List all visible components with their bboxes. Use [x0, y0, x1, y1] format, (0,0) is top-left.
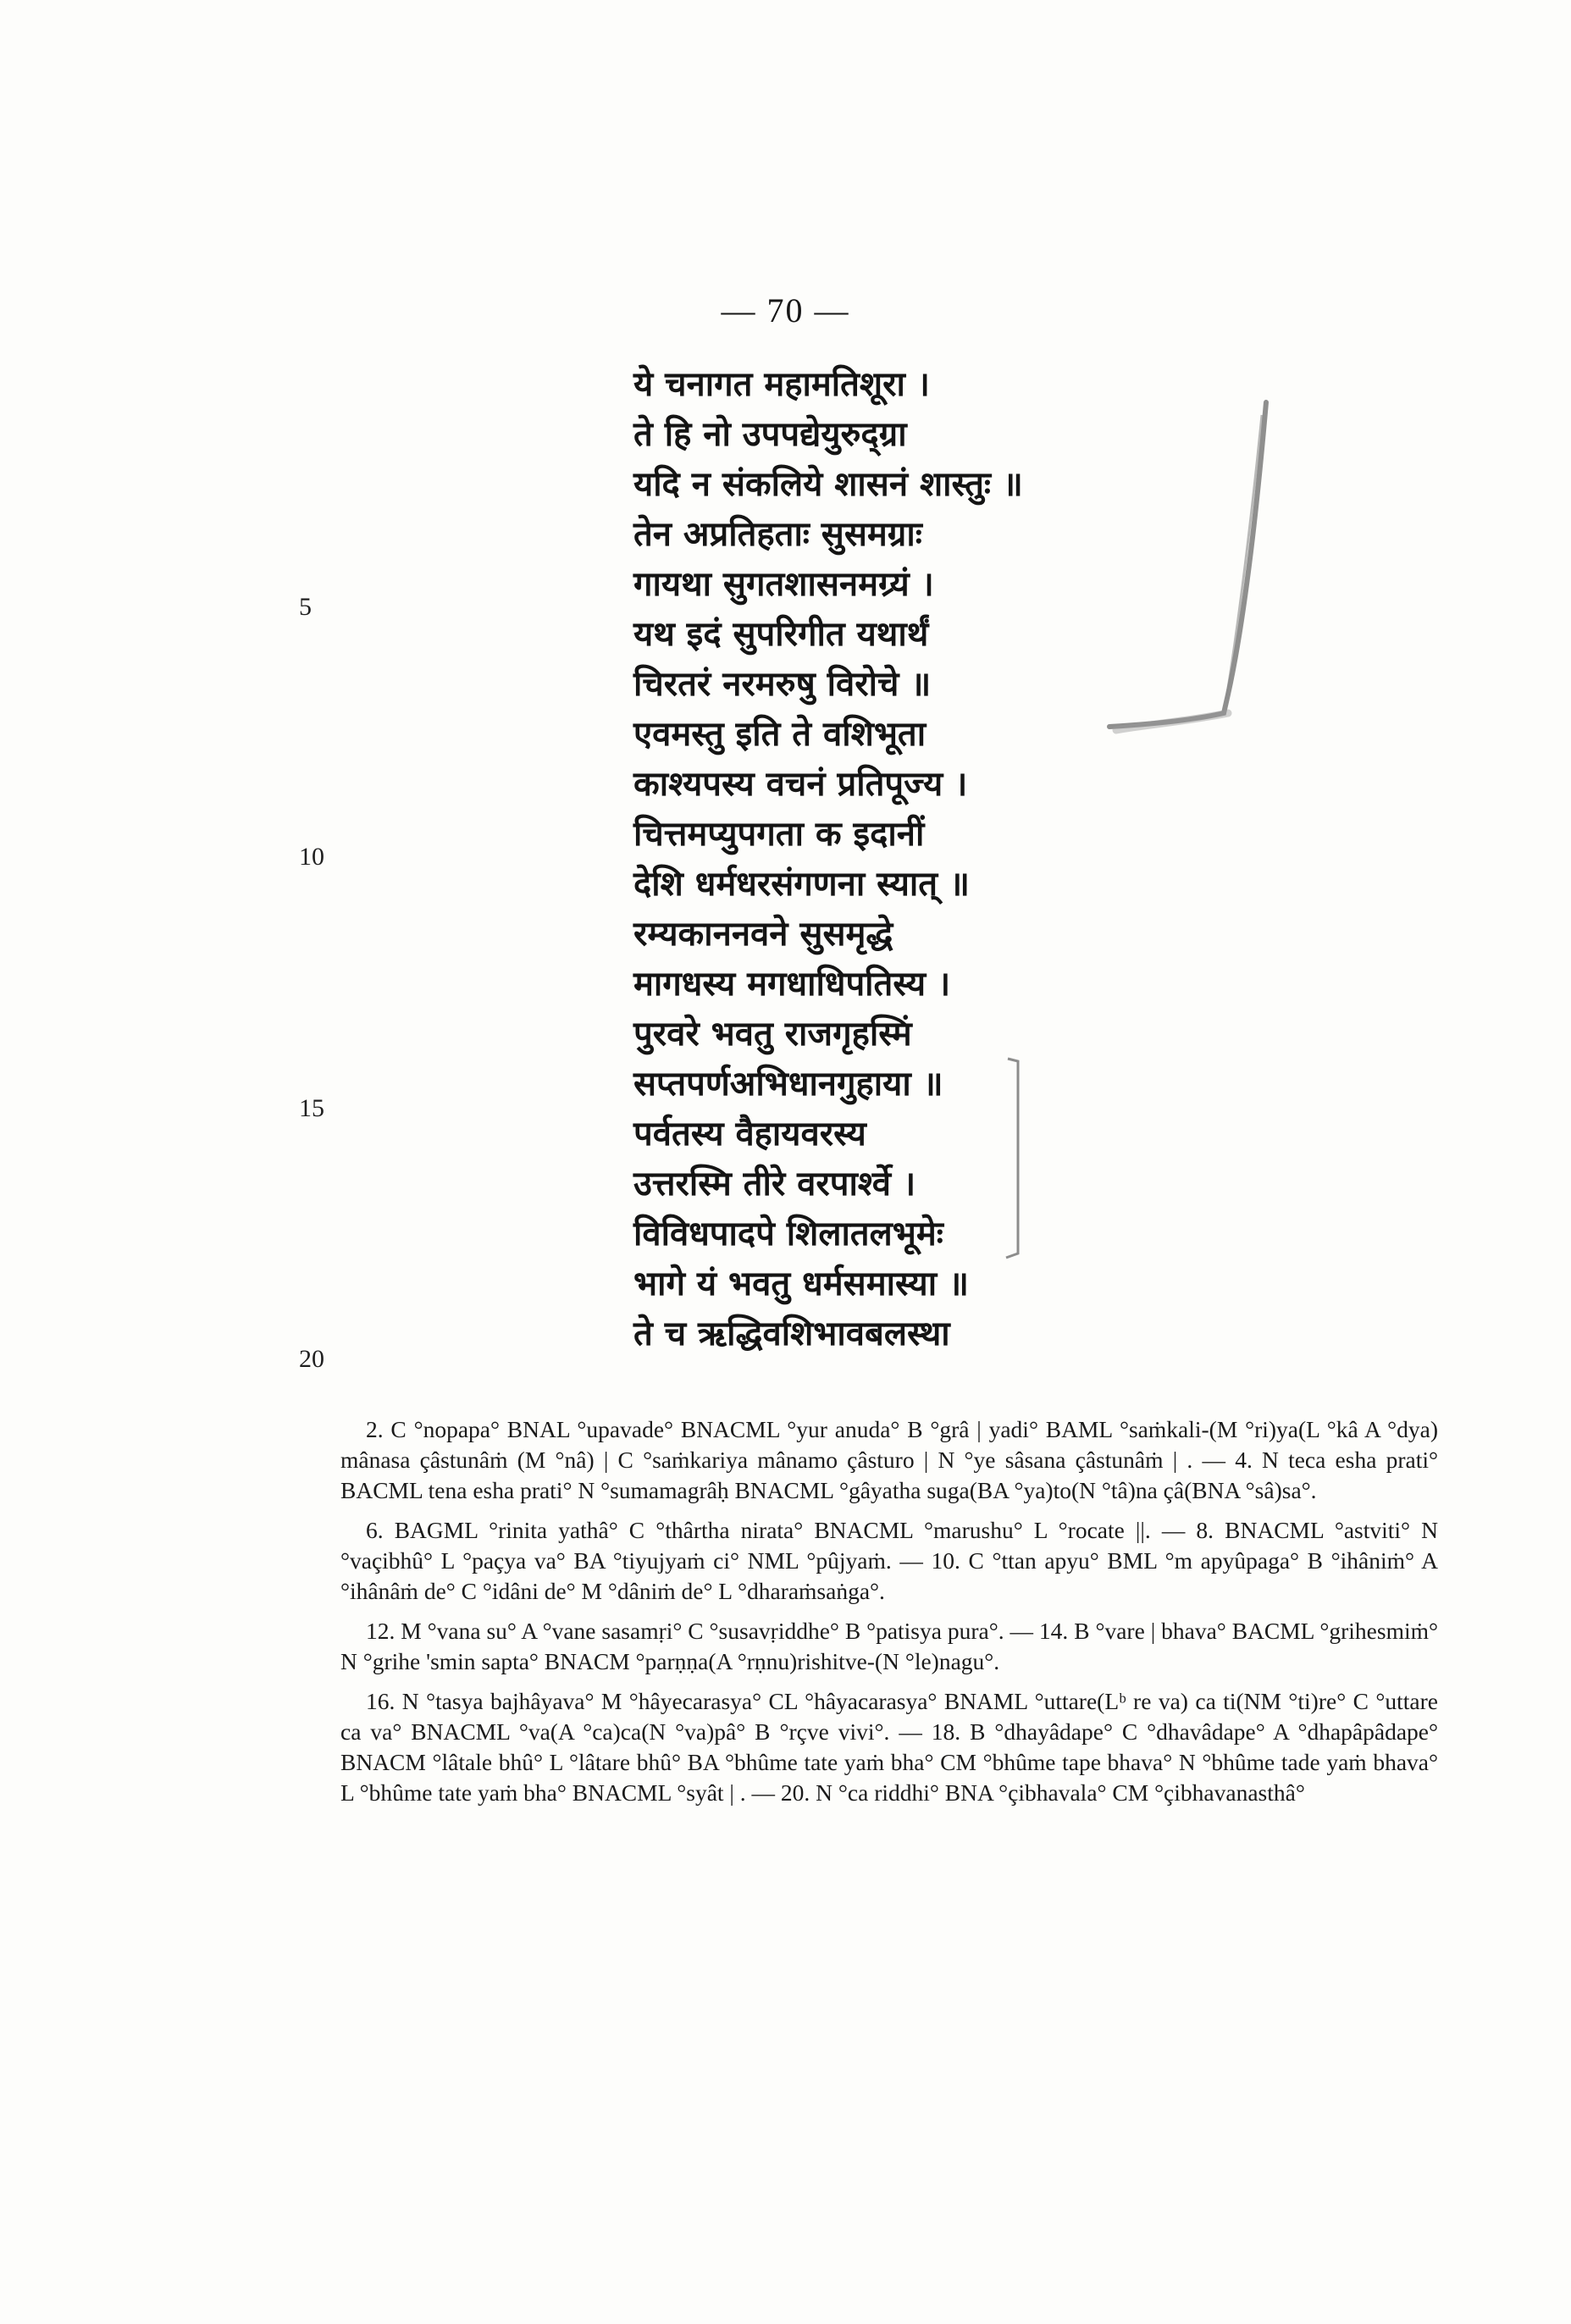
verse-line: ते च ऋद्धिवशिभावबलस्था [633, 1314, 950, 1353]
verse-line: चिरतरं नरमरुषु विरोचे ॥ [633, 665, 932, 704]
apparatus-note: 2. C °nopapa° BNAL °upavade° BNACML °yur anuda° B °grâ | yadi° BAML °saṁkali-(M °ri)ya(L °kâ A °dya) mânasa çâstunâṁ (M °nâ) | C °saṁkariya mânamo çâsturo | N °ye sâsana çâstunâṁ | . — 4. N teca esha prati° BACML tena esha prati° N °sumamagrâḥ BNACML °gâyatha suga(BA °ya)to(N °tâ)na çâ(BNA °sâ)sa°. [340, 1416, 1438, 1503]
sanskrit-verse-block [633, 360, 1108, 1359]
pencil-bracket-mark [999, 1054, 1033, 1262]
verse-line: गायथा सुगतशासनमग्र्यं । [633, 565, 934, 604]
verse-line: उत्तरस्मि तीरे वरपार्श्वे । [633, 1165, 916, 1204]
apparatus-note: 16. N °tasya bajhâyava° M °hâyecarasya° CL °hâyacarasya° BNAML °uttare(Lᵇ re va) ca ti(NM °ti)re° C °uttare ca va° BNACML °va(A °ca)ca(N °va)pâ° B °rçve vivi°. — 18. B °dhayâdape° C °dhavâdape° A °dhapâpâdape° BNACM °lâtale bhû° L °lâtare bhû° BA °bhûme tate yaṁ bha° CM °bhûme tape bhava° N °bhûme tade yaṁ bhava° L °bhûme tate yaṁ bha° BNACML °syât | . — 20. N °ca riddhi° BNA °çibhavala° CM °çibhavanasthâ° [340, 1688, 1438, 1806]
apparatus-note: 12. M °vana su° A °vane sasamṛi° C °susavṛiddhe° B °patisya pura°. — 14. B °vare | bhava° BACML °grihesmiṁ° N °grihe 'smin sapta° BNACM °parṇṇa(A °rṇnu)rishitve-(N °le)nagu°. [340, 1618, 1438, 1674]
verse-line: यदि न संकलिये शासनं शास्तुः ॥ [633, 465, 1023, 504]
apparatus-note: 6. BAGML °rinita yathâ° C °thârtha nirata° BNACML °marushu° L °rocate ||. — 8. BNACML °astviti° N °vaçibhû° L °paçya va° BA °tiyujyaṁ ci° NML °pûjyaṁ. — 10. C °ttan apyu° BML °m apyûpaga° B °ihâniṁ° A °ihânâṁ de° C °idâni de° M °dâniṁ de° L °dharaṁsaṅga°. [340, 1517, 1438, 1604]
verse-line: ते हि नो उपपद्येयुरुद्ग्रा [633, 415, 907, 454]
verse-line: पर्वतस्य वैहायवरस्य [633, 1115, 866, 1154]
line-number: 15 [299, 1094, 324, 1122]
verse-line: सप्तपर्णअभिधानगुहाया ॥ [633, 1065, 943, 1104]
critical-apparatus [340, 1414, 1438, 1818]
pencil-annotation-mark [1101, 398, 1287, 754]
verse-line: यथ इदं सुपरिगीत यथार्थं [633, 615, 929, 654]
verse-line: भागे यं भवतु धर्मसमास्या ॥ [633, 1264, 969, 1303]
line-number: 5 [299, 593, 312, 621]
verse-line: काश्यपस्य वचनं प्रतिपूज्य । [633, 765, 968, 804]
line-number: 20 [299, 1345, 324, 1373]
verse-line: ये चनागत महामतिशूरा । [633, 365, 930, 404]
verse-line: एवमस्तु इति ते वशिभूता [633, 715, 927, 754]
page-number: — 70 — [721, 291, 850, 329]
verse-line: मागधस्य मगधाधिपतिस्य । [633, 965, 951, 1004]
verse-line: पुरवरे भवतु राजगृहस्मिं [633, 1015, 912, 1054]
verse-line: विविधपादपे शिलातलभूमेः [633, 1215, 943, 1253]
verse-line: तेन अप्रतिहताः सुसमग्राः [633, 515, 922, 554]
verse-line: चित्तमप्युपगता क इदानीं [633, 815, 925, 854]
verse-line: रम्यकाननवने सुसमृद्धे [633, 915, 893, 954]
verse-line: देशि धर्मधरसंगणना स्यात् ॥ [633, 865, 970, 904]
line-number: 10 [299, 843, 324, 871]
